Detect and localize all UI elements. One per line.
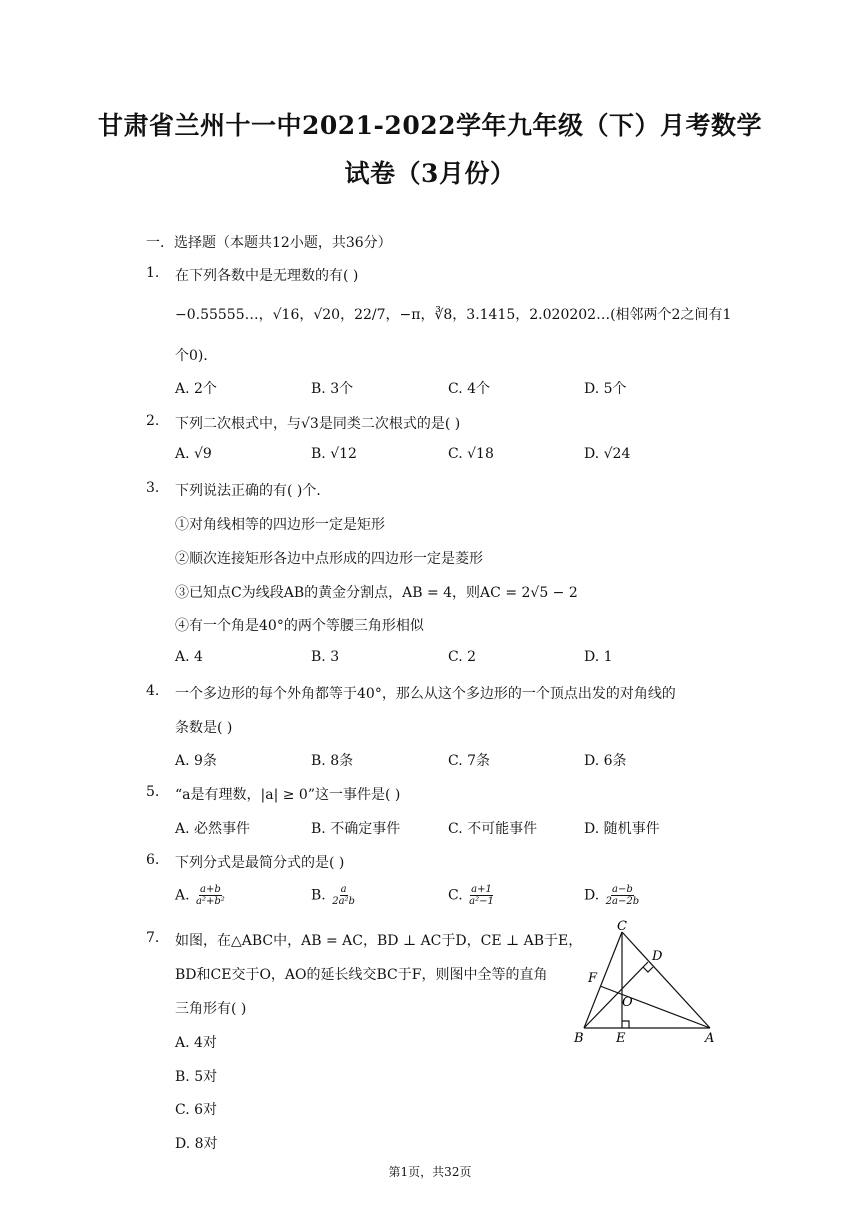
question-7-number: 7. <box>146 930 160 946</box>
right-angle-e <box>622 1021 629 1028</box>
question-4-option-c: C. 7条 <box>448 753 491 769</box>
question-4-option-a: A. 9条 <box>175 753 217 769</box>
label-d: D <box>652 949 663 964</box>
question-1-number: 1. <box>146 265 160 281</box>
question-7-option-c: C. 6对 <box>175 1102 218 1118</box>
triangle-figure <box>570 918 730 1048</box>
question-1-option-b: B. 3个 <box>311 381 354 397</box>
page-footer: 第1页，共32页 <box>388 1165 472 1179</box>
right-angle-d <box>643 967 653 972</box>
question-7-option-d: D. 8对 <box>175 1136 218 1152</box>
question-6-option-c <box>448 884 496 907</box>
document-title-line2: 试卷（3月份） <box>344 159 516 188</box>
side-ca <box>622 932 710 1028</box>
question-6-number: 6. <box>146 852 160 868</box>
question-1-option-a: A. 2个 <box>175 381 217 397</box>
question-1-option-c: C. 4个 <box>448 381 491 397</box>
question-2-option-a: A. √9 <box>175 446 212 462</box>
question-7-stem: 如图，在△ABC中，AB = AC，BD ⊥ AC于D，CE ⊥ AB于E， <box>175 933 583 949</box>
segment-af <box>600 986 710 1028</box>
fraction: $\frac{a-b}{2a-2b}$ <box>605 884 640 907</box>
question-7-option-b: B. 5对 <box>175 1069 218 1085</box>
label-e: E <box>616 1031 626 1046</box>
question-6-option-d <box>584 884 641 907</box>
option-label: D. <box>584 887 600 904</box>
question-4-stem: 一个多边形的每个外角都等于40°，那么从这个多边形的一个顶点出发的对角线的 <box>175 686 676 702</box>
question-3-option-a: A. 4 <box>175 649 203 665</box>
question-1-numbers: −0.55555…，√16，√20，22/7，−π，∛8，3.1415，2.020202…(相邻两个2之间有1 <box>175 307 732 323</box>
fraction: $\frac{a}{\text{2a²b}}$ <box>332 884 355 907</box>
document-title-line1: 甘肃省兰州十一中2021-2022学年九年级（下）月考数学 <box>97 111 763 140</box>
question-2-option-c: C. √18 <box>448 446 494 462</box>
question-5-stem: “a是有理数，|a| ≥ 0”这一事件是( ) <box>175 787 401 803</box>
question-1-numbers-cont: 个0)． <box>175 348 218 364</box>
question-2-stem: 下列二次根式中，与√3是同类二次根式的是( ) <box>175 416 461 432</box>
label-a: A <box>705 1031 715 1046</box>
question-5-option-c: C. 不可能事件 <box>448 821 538 837</box>
question-3-statement-3: ③已知点C为线段AB的黄金分割点，AB = 4，则AC = 2√5 − 2 <box>175 585 578 601</box>
label-b: B <box>574 1031 584 1046</box>
question-3-option-b: B. 3 <box>311 649 340 665</box>
question-3-number: 3. <box>146 480 160 496</box>
question-3-statement-2: ②顺次连接矩形各边中点形成的四边形一定是菱形 <box>175 551 483 567</box>
option-label: A. <box>175 887 190 904</box>
question-4-number: 4. <box>146 683 160 699</box>
question-4-option-b: B. 8条 <box>311 753 354 769</box>
question-5-number: 5. <box>146 784 160 800</box>
option-label: C. <box>448 887 463 904</box>
question-1-option-d: D. 5个 <box>584 381 627 397</box>
question-1-stem: 在下列各数中是无理数的有( ) <box>175 268 359 284</box>
section-heading: 一．选择题（本题共12小题，共36分） <box>146 235 392 251</box>
question-3-statement-4: ④有一个角是40°的两个等腰三角形相似 <box>175 618 424 634</box>
question-3-statement-1: ①对角线相等的四边形一定是矩形 <box>175 517 385 533</box>
question-6-option-a <box>175 884 227 907</box>
question-5-option-b: B. 不确定事件 <box>311 821 401 837</box>
question-4-option-d: D. 6条 <box>584 753 627 769</box>
question-7-stem-cont: BD和CE交于O，AO的延长线交BC于F，则图中全等的直角 <box>175 967 548 983</box>
question-5-option-a: A. 必然事件 <box>175 821 251 837</box>
question-3-option-c: C. 2 <box>448 649 477 665</box>
fraction: $\frac{a+b}{\text{a²+b²}}$ <box>196 884 225 907</box>
question-3-stem: 下列说法正确的有( )个． <box>175 483 331 499</box>
label-o: O <box>622 995 633 1010</box>
question-7-stem-end: 三角形有( ) <box>175 1001 247 1017</box>
question-6-stem: 下列分式是最简分式的是( ) <box>175 855 345 871</box>
question-7-option-a: A. 4对 <box>175 1035 217 1051</box>
fraction: $\frac{a+1}{\text{a²−1}}$ <box>469 884 494 907</box>
label-f: F <box>588 971 598 986</box>
question-2-option-d: D. √24 <box>584 446 631 462</box>
question-3-option-d: D. 1 <box>584 649 613 665</box>
question-4-stem-cont: 条数是( ) <box>175 720 233 736</box>
question-6-option-b <box>311 884 357 907</box>
question-2-number: 2. <box>146 413 160 429</box>
question-2-option-b: B. √12 <box>311 446 357 462</box>
label-c: C <box>617 919 627 934</box>
question-5-option-d: D. 随机事件 <box>584 821 660 837</box>
option-label: B. <box>311 887 326 904</box>
